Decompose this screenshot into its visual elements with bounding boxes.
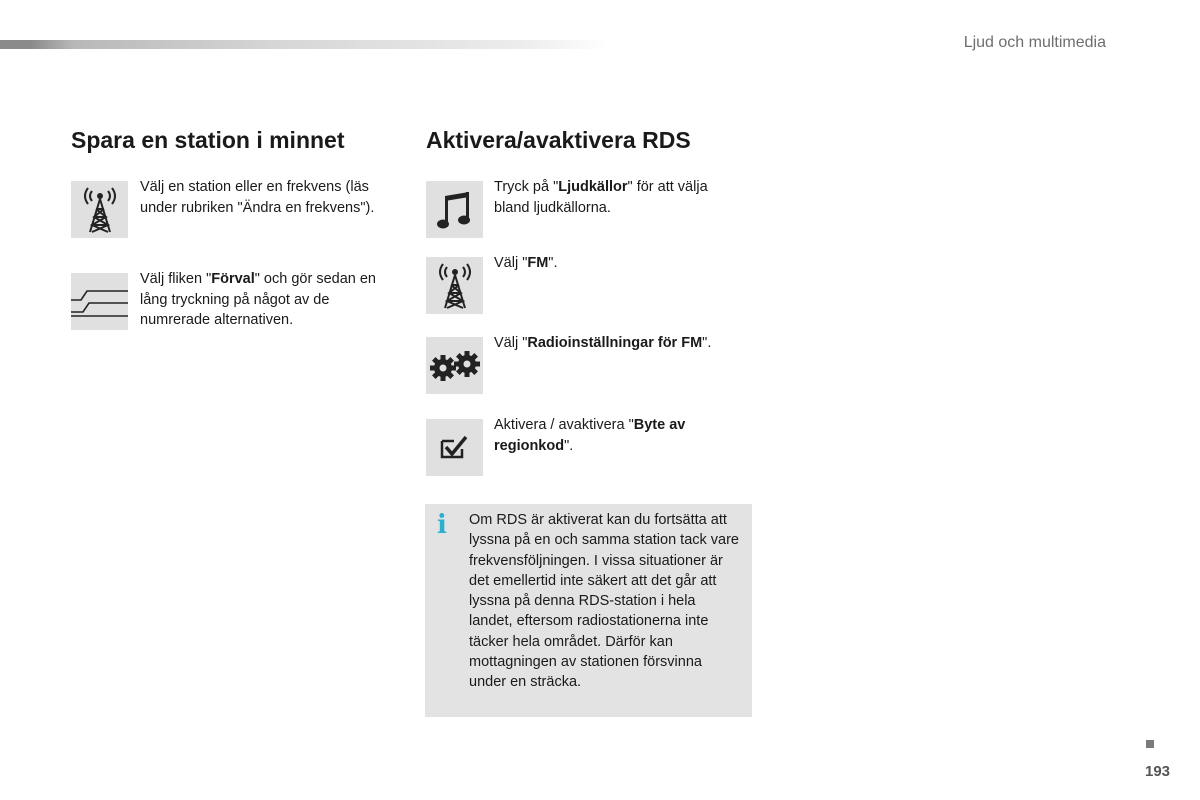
info-note-text: Om RDS är aktiverat kan du fortsätta att lyssna på en och samma station tack vare frekvensföljningen. I vissa situationer är det emellertid inte säkert att det går att lyssna på denna RDS-station i hela landet, eftersom radiostationerna inte täcker hela området. Därför kan mottagningen av stationen försvinna under en sträcka. <box>469 512 739 691</box>
step-text-before: Tryck på " <box>494 179 559 195</box>
step-text-before: Välj " <box>494 335 528 351</box>
step-text: Välj en station eller en frekvens (läs under rubriken "Ändra en frekvens"). <box>140 179 375 216</box>
section-label: Ljud och multimedia <box>963 34 1106 51</box>
step-text <box>140 269 380 331</box>
step-text-bold: FM <box>527 255 549 271</box>
music-note-icon <box>426 181 483 238</box>
gears-icon <box>426 337 483 394</box>
step-text <box>494 333 744 354</box>
step-text-after: ". <box>702 335 712 351</box>
header-gradient-bar <box>0 40 610 49</box>
step-text-before: Välj fliken " <box>140 271 212 287</box>
step-text <box>494 177 744 218</box>
step-text-bold: Förval <box>211 271 255 287</box>
step-text-bold: Byte av regionkod <box>494 417 686 454</box>
left-section-title: Spara en station i minnet <box>71 127 345 153</box>
step-text-after: " för att välja bland ljudkällorna. <box>494 179 708 216</box>
right-section-title: Aktivera/avaktivera RDS <box>426 127 691 153</box>
step-text-before: Välj " <box>494 255 528 271</box>
checkbox-icon <box>426 419 483 476</box>
info-note-box <box>425 504 752 717</box>
step-text-bold: Radioinställningar för FM <box>527 335 703 351</box>
step-text <box>494 253 744 274</box>
step-text-after: ". <box>548 255 558 271</box>
step-text <box>494 415 724 456</box>
page-number: 193 <box>1145 763 1171 780</box>
preset-tab-icon <box>71 273 128 330</box>
radio-tower-icon <box>426 257 483 314</box>
step-text-after: " och gör sedan en lång tryckning på något av de numrerade alternativen. <box>140 271 376 328</box>
info-icon: i <box>437 510 447 540</box>
step-text-after: ". <box>564 437 574 454</box>
step-text-before: Aktivera / avaktivera " <box>494 417 634 433</box>
page-marker <box>1146 740 1154 748</box>
step-text-bold: Ljudkällor <box>558 179 628 195</box>
radio-tower-icon <box>71 181 128 238</box>
